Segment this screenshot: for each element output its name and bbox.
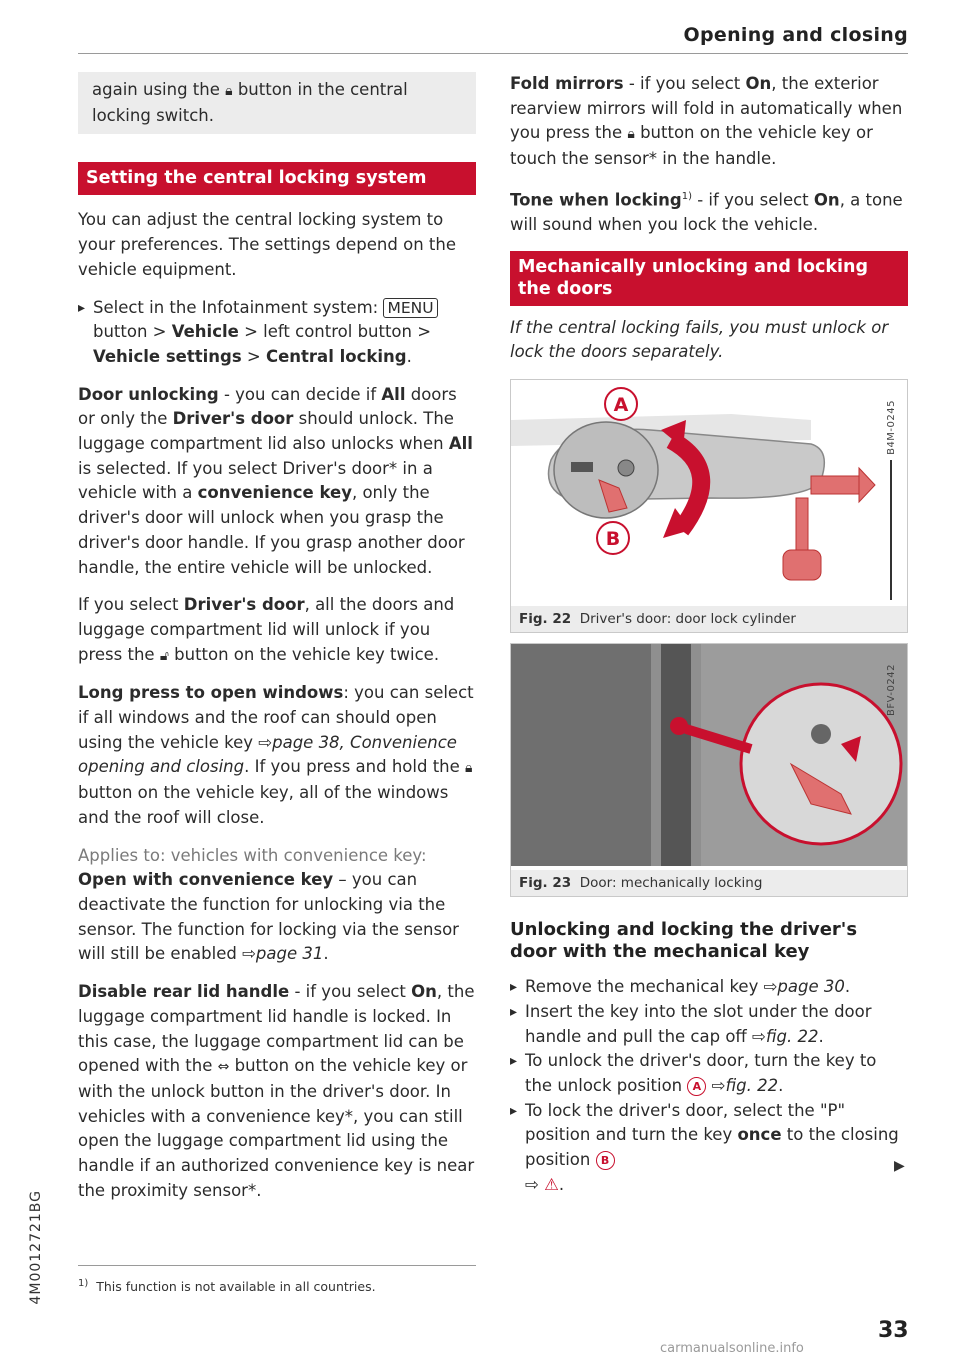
section-heading-central-locking: Setting the central locking system <box>78 162 476 195</box>
note-text: again using the 🔒︎ button in the central locking switch. <box>92 80 408 125</box>
page-header-title: Opening and closing <box>683 24 908 46</box>
header-divider <box>78 53 908 54</box>
figure-23-caption: Fig. 23 Door: mechanically locking <box>511 870 907 896</box>
figure-reference-link[interactable]: fig. 22 <box>765 1026 819 1046</box>
figure-reference-link[interactable]: fig. 22 <box>725 1075 779 1095</box>
continued-note <box>78 72 476 134</box>
figure-code: BFV-0242 <box>886 664 897 717</box>
drivers-door-paragraph: If you select Driver's door, all the doors and luggage compartment lid will unlock if you press the 🔓︎ button on the vehicle key twice. <box>78 595 455 664</box>
section-heading-mechanical: Mechanically unlocking and locking the doors <box>510 251 908 306</box>
door-mechanical-lock-illustration <box>511 644 907 866</box>
lock-icon: 🔒︎ <box>465 760 473 777</box>
page-reference-link[interactable]: page 31 <box>255 944 324 964</box>
figure-22 <box>510 379 908 633</box>
arrow-icon: ⇨ <box>763 977 778 997</box>
warning-icon[interactable]: ⚠ <box>544 1174 559 1194</box>
unlock-icon: 🔓︎ <box>159 647 169 664</box>
lock-icon: 🔒︎ <box>225 83 233 99</box>
convenience-key-paragraph: Applies to: vehicles with convenience key: Open with convenience key – you can deactivate the function for unlocking via the sensor. The function for locking via the sensor will still be enabled ⇨page 31. <box>78 845 459 964</box>
mechanical-intro: If the central locking fails, you must unlock or lock the doors separately. <box>510 317 889 362</box>
menu-step: ▸ Select in the Infotainment system: MENU button > Vehicle > left control button > Vehicle settings > Central locking. <box>78 296 476 370</box>
footnote: $^{1)}$ This function is not available in all countries. <box>78 1278 376 1295</box>
rear-lid-paragraph: Disable rear lid handle - if you select On, the luggage compartment lid handle is locked. In this case, the luggage compartment lid can be opened with the ⇔ button on the vehicle key or with the unlock button in the driver's door. In vehicles with a convenience key*, you can still open the luggage compartment lid using the handle if an authorized convenience key is near the proximity sensor*. <box>78 982 475 1200</box>
page-reference-link[interactable]: page 38, Convenience opening and closing <box>78 732 457 777</box>
step-insert-key: ▸ Insert the key into the slot under the door handle and pull the cap off ⇨fig. 22. <box>510 1000 908 1049</box>
figure-code: B4M-0245 <box>886 400 897 456</box>
fig22-label-b: B <box>605 528 621 551</box>
subsection-heading: Unlocking and locking the driver's door with the mechanical key <box>510 919 858 963</box>
footnote-divider <box>78 1265 476 1266</box>
page-number: 33 <box>878 1318 909 1343</box>
lock-icon: 🔒︎ <box>627 126 635 143</box>
arrow-icon: ⇨ <box>258 732 273 752</box>
watermark: carmanualsonline.info <box>660 1341 804 1356</box>
menu-key: MENU <box>383 298 437 318</box>
arrow-icon: ⇨ <box>711 1075 726 1095</box>
long-press-paragraph: Long press to open windows: you can select if all windows and the roof can should open using the vehicle key ⇨page 38, Convenience opening and closing. If you press and hold the 🔒︎ button on the vehicle key, all of the windows and the roof will close. <box>78 683 474 827</box>
step-lock: ▸ To lock the driver's door, select the "P" position and turn the key once to the closing position B ⇨ ⚠. <box>510 1099 908 1198</box>
position-b-marker: B <box>596 1151 615 1170</box>
continued-arrow-icon: ▶ <box>894 1158 905 1174</box>
right-column <box>510 72 908 1197</box>
trunk-icon: ⇔ <box>217 1059 230 1076</box>
arrow-icon: ⇨ <box>525 1174 539 1194</box>
step-remove-key: ▸ Remove the mechanical key ⇨page 30. <box>510 975 908 1000</box>
door-lock-cylinder-illustration <box>511 380 907 602</box>
figure-23 <box>510 643 908 897</box>
page-reference-link[interactable]: page 30 <box>777 977 845 997</box>
document-code: 4M0012721BG <box>28 1190 44 1305</box>
tone-locking-paragraph: Tone when locking$^{1)}$ - if you select On, a tone will sound when you lock the vehicle. <box>510 190 903 235</box>
intro-paragraph: You can adjust the central locking system to your preferences. The settings depend on the vehicle equipment. <box>78 210 456 279</box>
left-column <box>78 72 476 1203</box>
door-unlocking-paragraph: Door unlocking - you can decide if All doors or only the Driver's door should unlock. The luggage compartment lid also unlocks when All is selected. If you select Driver's door* in a vehicle with a convenience key, only the driver's door will unlock when you grasp the driver's door handle. If you grasp another door handle, the entire vehicle will be unlocked. <box>78 384 473 577</box>
position-a-marker: A <box>687 1077 706 1096</box>
arrow-icon: ⇨ <box>242 944 256 964</box>
step-unlock: ▸ To unlock the driver's door, turn the key to the unlock position A ⇨fig. 22. <box>510 1049 908 1098</box>
fold-mirrors-paragraph: Fold mirrors - if you select On, the exterior rearview mirrors will fold in automatically when you press the 🔒︎ button on the vehicle key or touch the sensor* in the handle. <box>510 74 903 169</box>
arrow-icon: ⇨ <box>752 1026 766 1046</box>
figure-22-caption: Fig. 22 Driver's door: door lock cylinder <box>511 606 907 632</box>
fig22-label-a: A <box>613 394 629 417</box>
